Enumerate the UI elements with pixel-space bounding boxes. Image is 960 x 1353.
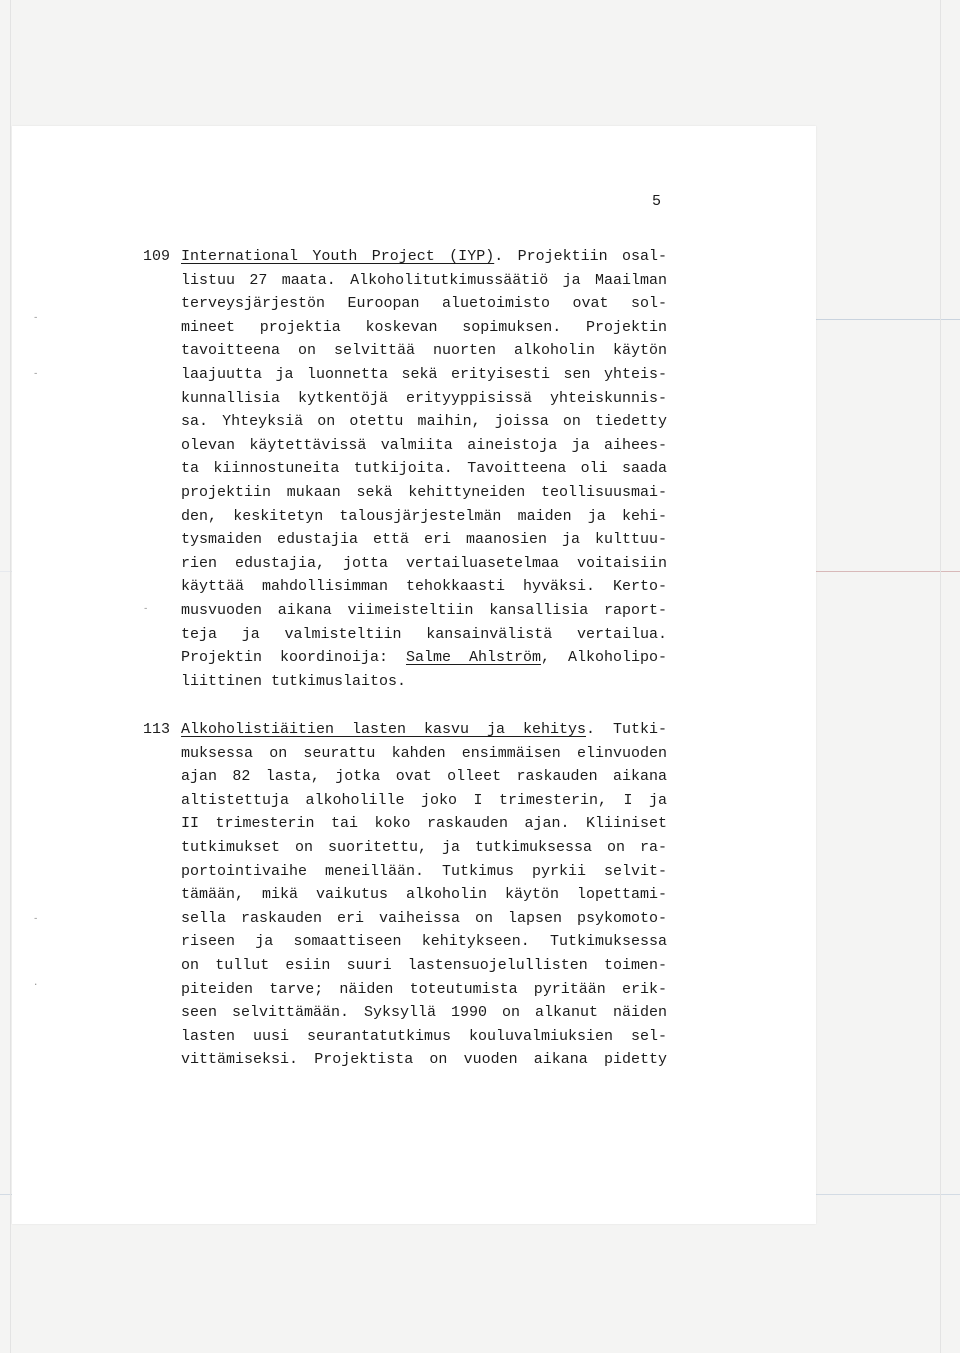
entry-body: [181, 245, 681, 693]
text-segment: piteiden tarve; näiden toteutumista pyritään erik-: [181, 980, 667, 998]
text-segment: muksessa on seurattu kahden ensimmäisen elinvuoden: [181, 744, 667, 762]
text-line: [181, 457, 667, 481]
text-segment: riseen ja somaattiseen kehitykseen. Tutkimuksessa: [181, 933, 667, 951]
text-line: [181, 954, 667, 978]
underlined-text: International Youth Project (IYP): [181, 248, 495, 265]
stray-mark: -: [33, 914, 39, 924]
text-line: [181, 670, 667, 694]
text-segment: on tullut esiin suuri lastensuojelullisten toimen-: [181, 956, 667, 974]
text-line: [181, 292, 667, 316]
text-segment: tysmaiden edustajia että eri maanosien ja kulttuu-: [181, 531, 667, 549]
text-segment: tutkimukset on suoritettu, ja tutkimuksessa on ra-: [181, 838, 667, 856]
text-segment: musvuoden aikana viimeisteltiin kansallisia raport-: [181, 601, 667, 619]
text-line: [181, 363, 667, 387]
text-segment: käyttää mahdollisimman tehokkaasti hyväksi. Kerto-: [181, 578, 667, 596]
text-line: [181, 410, 667, 434]
stray-mark: ·: [33, 980, 39, 990]
text-segment: projektiin mukaan sekä kehittyneiden teollisuusmai-: [181, 483, 667, 501]
text-segment: ajan 82 lasta, jotka ovat olleet raskauden aikana: [181, 768, 667, 786]
text-segment: sa. Yhteyksiä on otettu maihin, joissa on tiedetty: [181, 413, 667, 431]
text-segment: olevan käytettävissä valmiita aineistoja ja aihees-: [181, 436, 667, 454]
text-line: [181, 836, 667, 860]
text-line: [181, 789, 667, 813]
text-line: [181, 1048, 667, 1072]
page-number: 5: [652, 193, 662, 210]
stray-mark: -: [143, 604, 149, 614]
text-line: [181, 812, 667, 836]
text-segment: lasten uusi seurantatutkimus kouluvalmiuksien sel-: [181, 1027, 667, 1045]
text-line: [181, 646, 667, 670]
text-line: [181, 718, 667, 742]
text-line: [181, 245, 667, 269]
text-segment: ta kiinnostuneita tutkijoita. Tavoitteena oli saada: [181, 460, 667, 478]
text-segment: . Tutki-: [586, 721, 667, 738]
text-line: [181, 387, 667, 411]
text-segment: listuu 27 maata. Alkoholitutkimussäätiö ja Maailman: [181, 271, 667, 289]
text-line: [181, 316, 667, 340]
text-line: [181, 623, 667, 647]
text-segment: kunnallisia kytkentöjä erityyppisissä yhteiskunnis-: [181, 389, 667, 407]
text-segment: Projektin koordinoija:: [181, 649, 406, 667]
stray-mark: -: [33, 369, 39, 379]
entry-number: 113: [143, 721, 171, 738]
text-line: [181, 552, 667, 576]
text-line: [181, 528, 667, 552]
text-segment: mineet projektia koskevan sopimuksen. Projektin: [181, 318, 667, 336]
text-line: [181, 765, 667, 789]
text-segment: portointivaihe meneillään. Tutkimus pyrkii selvit-: [181, 862, 667, 880]
text-segment: sella raskauden eri vaiheissa on lapsen psykomoto-: [181, 909, 667, 927]
text-segment: tavoitteena on selvittää nuorten alkoholin käytön: [181, 342, 667, 360]
text-line: [181, 978, 667, 1002]
text-line: [181, 269, 667, 293]
text-line: [181, 930, 667, 954]
text-segment: liittinen tutkimuslaitos.: [181, 672, 407, 690]
text-segment: laajuutta ja luonnetta sekä erityisesti sen yhteis-: [181, 365, 667, 383]
entry-body: [181, 718, 681, 1072]
text-segment: den, keskitetyn talousjärjestelmän maiden ja kehi-: [181, 507, 667, 525]
underlined-text: Salme Ahlström: [405, 649, 541, 667]
text-segment: rien edustajia, jotta vertailuasetelmaa voitaisiin: [181, 554, 667, 572]
text-line: [181, 575, 667, 599]
scan-artifact-vline: [10, 0, 11, 1353]
text-line: [181, 907, 667, 931]
text-segment: II trimesterin tai koko raskauden ajan. Kliiniset: [181, 815, 667, 833]
scan-artifact-vline: [940, 0, 941, 1353]
text-segment: terveysjärjestön Euroopan aluetoimisto ovat sol-: [181, 295, 667, 313]
text-segment: , Alkoholipo-: [540, 649, 667, 667]
text-line: [181, 339, 667, 363]
text-line: [181, 505, 667, 529]
text-segment: seen selvittämään. Syksyllä 1990 on alkanut näiden: [181, 1004, 667, 1022]
underlined-text: Alkoholistiäitien lasten kasvu ja kehitys: [181, 721, 586, 738]
text-line: [181, 742, 667, 766]
text-line: [181, 1025, 667, 1049]
text-line: [181, 481, 667, 505]
text-segment: teja ja valmisteltiin kansainvälistä vertailua.: [181, 625, 667, 643]
text-line: [181, 434, 667, 458]
entry-number: 109: [143, 248, 171, 265]
text-line: [181, 883, 667, 907]
text-line: [181, 860, 667, 884]
text-line: [181, 1001, 667, 1025]
text-line: [181, 599, 667, 623]
text-segment: . Projektiin osal-: [494, 248, 667, 265]
text-segment: tämään, mikä vaikutus alkoholin käytön lopettami-: [181, 886, 667, 904]
text-segment: altistettuja alkoholille joko I trimesterin, I ja: [181, 791, 667, 809]
stray-mark: -: [33, 313, 39, 323]
text-segment: vittämiseksi. Projektista on vuoden aikana pidetty: [181, 1051, 667, 1069]
